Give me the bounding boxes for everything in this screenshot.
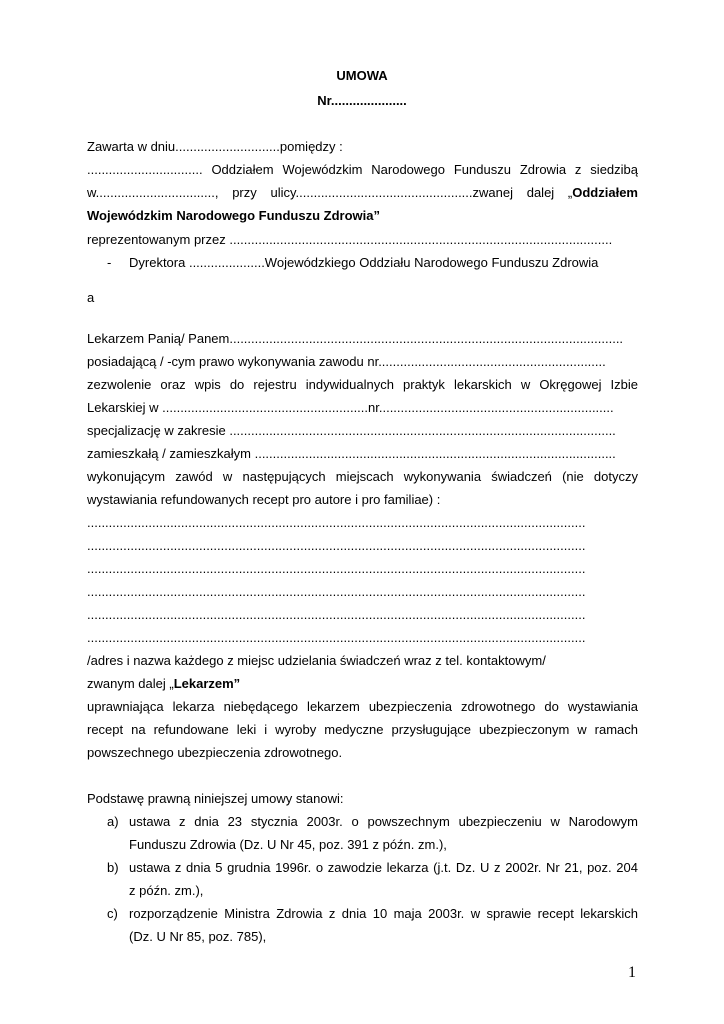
legal-item-b-line-2: z późn. zm.), bbox=[129, 883, 204, 898]
doctor-name-line: Lekarzem Panią/ Panem............................................................................................................. bbox=[87, 331, 624, 346]
legal-item-b-line-1-text: ustawa z dnia 5 grudnia 1996r. o zawodzie lekarza (j.t. Dz. U z 2002r. Nr 21, poz. 204 bbox=[129, 860, 638, 875]
page-number: 1 bbox=[628, 964, 636, 981]
dotted-line: .......................................................................................................................................... bbox=[87, 607, 586, 622]
legal-item-b-line-1 bbox=[129, 860, 638, 876]
practice-line-2: wystawiania refundowanych recept pro autore i pro familiae) : bbox=[87, 492, 441, 507]
authorization-line-2 bbox=[87, 722, 638, 738]
address-note: /adres i nazwa każdego z miejsc udzielania świadczeń wraz z tel. kontaktowym/ bbox=[87, 653, 546, 668]
legal-item-a-line-1 bbox=[129, 814, 638, 830]
authorization-line-1 bbox=[87, 699, 638, 715]
legal-item-marker: a) bbox=[107, 814, 119, 829]
and-conjunction: a bbox=[87, 290, 95, 305]
doctor-license-line: posiadającą / -cym prawo wykonywania zawodu nr............................................................... bbox=[87, 354, 606, 369]
dotted-line: .......................................................................................................................................... bbox=[87, 515, 586, 530]
legal-item-c-line-1 bbox=[129, 906, 638, 922]
authorization-line-3: powszechnego ubezpieczenia zdrowotnego. bbox=[87, 745, 343, 760]
legal-item-c-line-1-text: rozporządzenie Ministra Zdrowia z dnia 10 maja 2003r. w sprawie recept lekarskich bbox=[129, 906, 638, 921]
branch-name-part-1: Oddziałem bbox=[572, 185, 638, 200]
branch-line-2 bbox=[87, 185, 638, 201]
dotted-line: .......................................................................................................................................... bbox=[87, 630, 586, 645]
legal-item-marker: b) bbox=[107, 860, 119, 875]
concluded-line: Zawarta w dniu.............................pomiędzy : bbox=[87, 139, 343, 154]
legal-item-a-line-2: Funduszu Zdrowia (Dz. U Nr 45, poz. 391 z późn. zm.), bbox=[129, 837, 447, 852]
document-title: UMOWA bbox=[336, 68, 388, 83]
called-name: Lekarzem” bbox=[173, 676, 241, 691]
legal-item-c-line-2: (Dz. U Nr 85, poz. 785), bbox=[129, 929, 267, 944]
dotted-line: .......................................................................................................................................... bbox=[87, 538, 586, 553]
practice-line-1 bbox=[87, 469, 638, 485]
dotted-line: .......................................................................................................................................... bbox=[87, 561, 586, 576]
permit-line-1 bbox=[87, 377, 638, 393]
branch-name-part-2: Wojewódzkim Narodowego Funduszu Zdrowia” bbox=[87, 208, 380, 223]
legal-basis-intro: Podstawę prawną niniejszej umowy stanowi: bbox=[87, 791, 344, 806]
permit-line-1-text: zezwolenie oraz wpis do rejestru indywidualnych praktyk lekarskich w Okręgowej Izbie bbox=[87, 377, 638, 392]
authorization-line-1-text: uprawniająca lekarza niebędącego lekarzem ubezpieczenia zdrowotnego do wystawiania bbox=[87, 699, 638, 714]
specialization-line: specjalizację w zakresie ........................................................................................................... bbox=[87, 423, 616, 438]
branch-line-1-text: ................................ Oddziałem Wojewódzkim Narodowego Funduszu Zdrowia z siedzibą bbox=[87, 162, 638, 177]
legal-item-a-line-1-text: ustawa z dnia 23 stycznia 2003r. o powszechnym ubezpieczeniu w Narodowym bbox=[129, 814, 638, 829]
residence-line: zamieszkałą / zamieszkałym .................................................................................................... bbox=[87, 446, 616, 461]
permit-line-2: Lekarskiej w .........................................................nr................................................................. bbox=[87, 400, 614, 415]
branch-line-1 bbox=[87, 162, 638, 178]
director-line: Dyrektora .....................Wojewódzkiego Oddziału Narodowego Funduszu Zdrowia bbox=[129, 255, 599, 270]
director-bullet: - bbox=[107, 255, 112, 270]
branch-line-2-text bbox=[87, 185, 638, 201]
called-prefix: zwanym dalej „ bbox=[87, 676, 174, 691]
branch-line-2-prefix: w................................., przy ulicy.................................................zwanej dalej „ bbox=[87, 185, 573, 200]
called-line bbox=[87, 676, 240, 692]
contract-number: Nr..................... bbox=[317, 93, 407, 108]
practice-line-1-text: wykonującym zawód w następujących miejscach wykonywania świadczeń (nie dotyczy bbox=[87, 469, 638, 484]
dotted-line: .......................................................................................................................................... bbox=[87, 584, 586, 599]
represented-line: reprezentowanym przez .......................................................................................................... bbox=[87, 232, 613, 247]
legal-item-marker: c) bbox=[107, 906, 118, 921]
authorization-line-2-text: recept na refundowane leki i wyroby medyczne przysługujące ubezpieczonym w ramach bbox=[87, 722, 638, 737]
